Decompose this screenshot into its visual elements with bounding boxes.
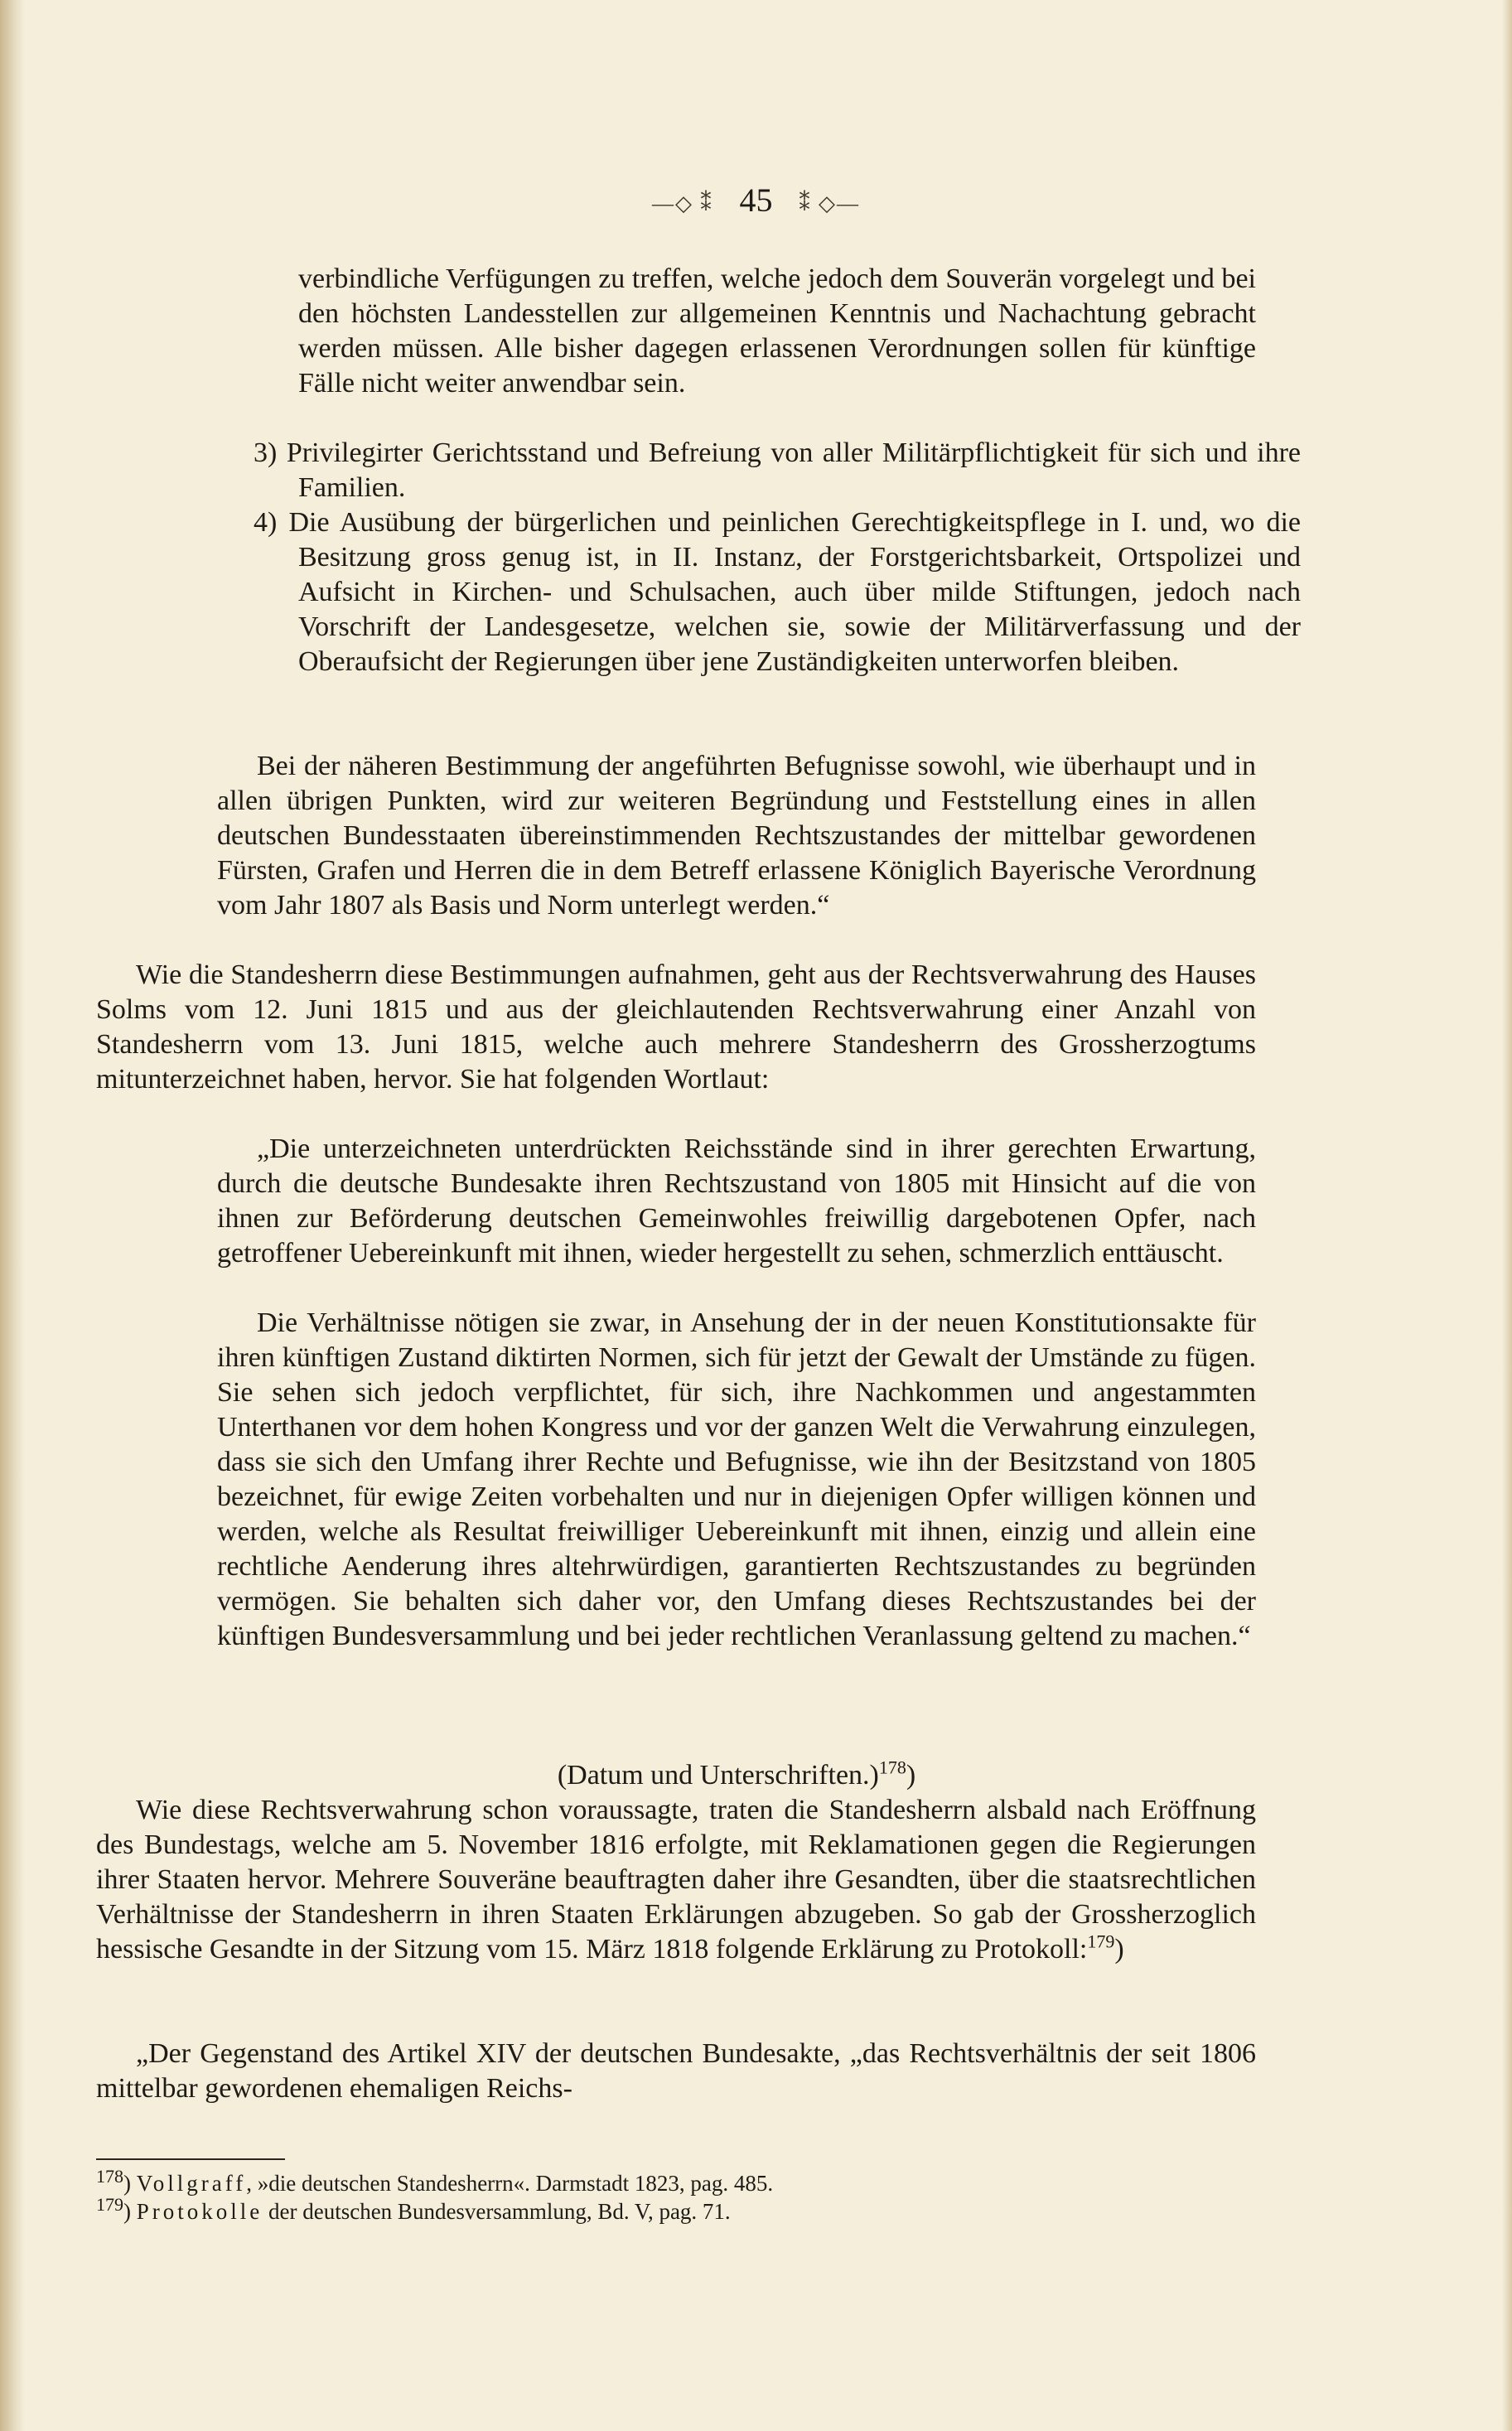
page-edge-left [0,0,25,2431]
paragraph-9-text: Wie diese Rechtsverwahrung schon voraussagte, traten die Standesherrn alsbald nach Eröffnung des Bundestags, welche am 5. November 1816 erfolgte, mit Reklamationen gegen die Regierungen ihrer Staaten hervor. Mehrere Souveräne beauftragten daher ihre Gesandten, über die staatsrechtlichen Verhältnisse der Standesherrn in ihren Staaten Erklärungen abzugeben. So gab der Grossherzoglich hessische Gesandte in der Sitzung vom 15. März 1818 folgende Erklärung zu Protokoll: [96,1795,1256,1965]
page-number: 45 [739,181,773,219]
footnote-179: $^{179}$) Protokolle der deutschen Bundesversammlung, Bd. V, pag. 71. [96,2194,731,2224]
signature-text: (Datum und Unterschriften.) [557,1760,879,1791]
quote-paragraph-1: „Die unterzeichneten unterdrückten Reichsstände sind in ihrer gerechten Erwartung, durch die deutsche Bundesakte ihren Rechtszustand von 1805 mit Hinsicht auf die von ihnen zur Beförderung deutschen Gemeinwohles freiwillig dargebotenen Opfer, nach getroffener Uebereinkunft mit ihnen, wieder hergestellt zu sehen, schmerzlich enttäuscht. [217,1133,1256,1269]
footnote-text: , »die deutschen Standesherrn«. Darmstadt 1823, pag. 485. [246,2171,774,2196]
paragraph-item-4: 4) Die Ausübung der bürgerlichen und peinlichen Gerechtigkeitspflege in I. und, wo die Besitzung gross genug ist, in II. Instanz, der Forstgerichtsbarkeit, Ortspolizei und Aufsicht in Kirchen- und Schulsachen, auch über milde Stiftungen, jedoch nach Vorschrift der Landesgesetze, welchen sie, sowie der Militärverfassung und der Oberaufsicht der Regierungen über jene Zuständigkeiten unterworfen bleiben. [254,507,1301,677]
ornament-right: ⁑ ◇— [799,191,860,215]
paragraph-item-3: 3) Privilegirter Gerichtsstand und Befreiung von aller Militärpflichtigkeit für sich und ihre Familien. [254,437,1301,503]
paragraph-10: „Der Gegenstand des Artikel XIV der deutschen Bundesakte, „das Rechtsverhältnis der seit 1806 mittelbar gewordenen ehemaligen Reichs- [96,2038,1256,2104]
footnote-ref-178: 178 [878,1757,906,1778]
paragraph-4: Bei der näheren Bestimmung der angeführten Befugnisse sowohl, wie überhaupt und in allen übrigen Punkten, wird zur weiteren Begründung und Feststellung eines in allen deutschen Bundesstaaten übereinstimmenden Rechtszustandes der mittelbar gewordenen Fürsten, Grafen und Herren die in dem Betreff erlassene Königlich Bayerische Verordnung vom Jahr 1807 als Basis und Norm unterlegt werden.“ [217,751,1256,921]
footnote-author: Protokolle [136,2199,263,2224]
footnote-178: $^{178}$) Vollgraff, »die deutschen Standesherrn«. Darmstadt 1823, pag. 485. [96,2166,774,2196]
paragraph-1: verbindliche Verfügungen zu treffen, welche jedoch dem Souverän vorgelegt und bei den höchsten Landesstellen zur allgemeinen Kenntnis und Nachachtung gebracht werden müssen. Alle bisher dagegen erlassenen Verordnungen sollen für künftige Fälle nicht weiter anwendbar sein. [298,263,1256,399]
paragraph-9: Wie diese Rechtsverwahrung schon voraussagte, traten die Standesherrn alsbald nach Eröffnung des Bundestags, welche am 5. November 1816 erfolgte, mit Reklamationen gegen die Regierungen ihrer Staaten hervor. Mehrere Souveräne beauftragten daher ihre Gesandten, über die staatsrechtlichen Verhältnisse der Standesherrn in ihren Staaten Erklärungen abzugeben. So gab der Grossherzoglich hessische Gesandte in der Sitzung vom 15. März 1818 folgende Erklärung zu Protokoll:$^{179}$) [96,1795,1256,1965]
footnote-rule [96,2158,285,2160]
footnote-mark: 179 [96,2194,123,2215]
page-edge-right [1502,0,1512,2431]
footnote-mark: 178 [96,2166,123,2187]
paragraph-5: Wie die Standesherrn diese Bestimmungen aufnahmen, geht aus der Rechtsverwahrung des Hauses Solms vom 12. Juni 1815 und aus der gleichlautenden Rechtsverwahrung einer Anzahl von Standesherrn vom 13. Juni 1815, welche auch mehrere Standesherrn des Grossherzogtums mitunterzeichnet haben, hervor. Sie hat folgenden Wortlaut: [96,959,1256,1095]
quote-paragraph-2: Die Verhältnisse nötigen sie zwar, in Ansehung der in der neuen Konstitutionsakte für ihren künftigen Zustand diktirten Normen, sich für jetzt der Gewalt der Umstände zu fügen. Sie sehen sich jedoch verpflichtet, für sich, ihre Nachkommen und angestammten Unterthanen vor dem hohen Kongress und vor der ganzen Welt die Verwahrung einzulegen, dass sie sich den Umfang ihrer Rechte und Befugnisse, wie ihn der Besitzstand von 1805 bezeichnet, für ewige Zeiten vorbehalten und nur in diejenigen Opfer willigen können und werden, welche als Resultat freiwilliger Uebereinkunft mit ihnen, einzig und allein eine rechtliche Aenderung ihres altehrwürdigen, garantierten Rechtszustandes zu begründen vermögen. Sie behalten sich daher vor, den Umfang dieses Rechtszustandes bei der künftigen Bundesversammlung und bei jeder rechtlichen Veranlassung geltend zu machen.“ [217,1307,1256,1651]
signature-line: (Datum und Unterschriften.)$^{178}$) [557,1757,916,1791]
ornament-left: —◇ ⁑ [652,191,713,215]
page-header [0,176,1512,229]
footnote-text: der deutschen Bundesversammlung, Bd. V, pag. 71. [263,2199,731,2224]
footnote-author: Vollgraff [136,2171,247,2196]
footnote-ref-179: 179 [1087,1931,1115,1952]
